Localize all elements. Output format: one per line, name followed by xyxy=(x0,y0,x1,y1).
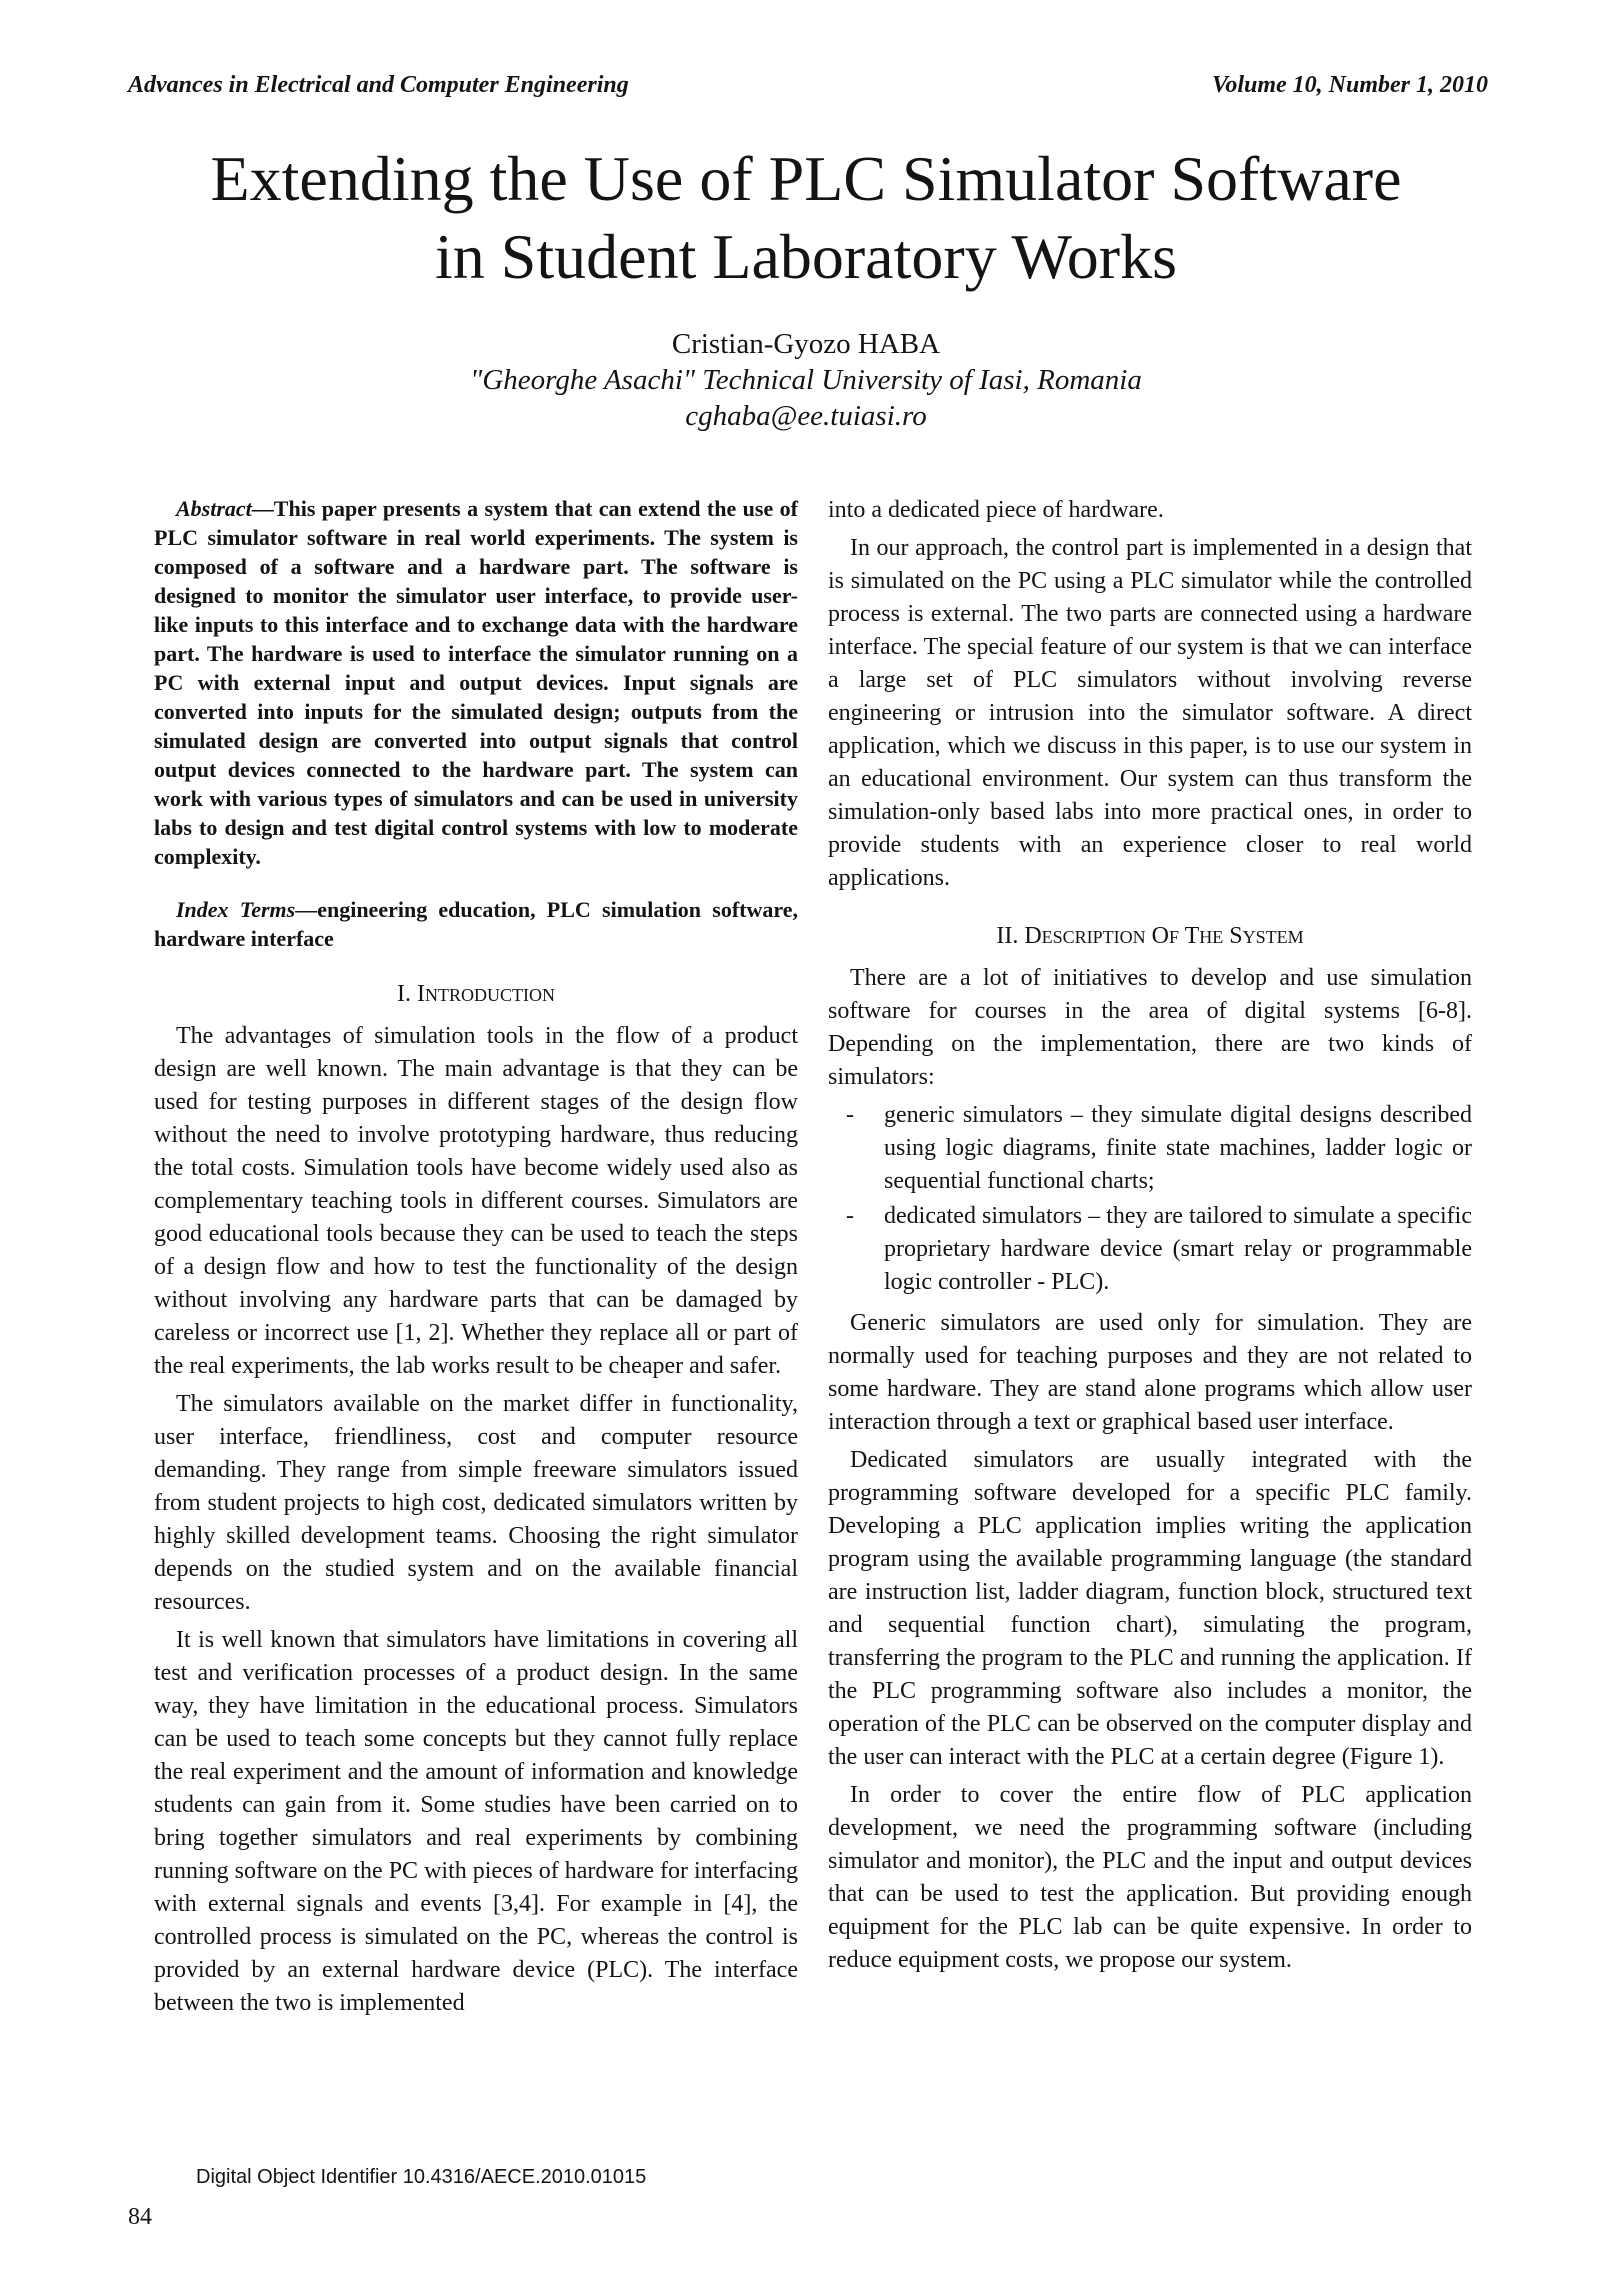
abstract-lead: Abstract xyxy=(176,496,252,521)
index-terms-text: —engineering education, PLC simulation software, hardware interface xyxy=(154,897,798,951)
author-name: Cristian-Gyozo HABA xyxy=(671,328,941,360)
description-intro-paragraph: There are a lot of initiatives to develop and use simulation software for courses in the area of digital systems [6-8]. Depending on the implementation, there are two kinds of simulators: xyxy=(828,965,1472,1090)
author-block xyxy=(120,326,1492,434)
right-column xyxy=(828,494,1472,1982)
list-item xyxy=(828,1200,1472,1299)
left-column xyxy=(154,494,798,2025)
paper-title xyxy=(120,140,1492,296)
intro-paragraph-3: It is well known that simulators have limitations in covering all test and verification processes of a product design. In the same way, they have limitation in the educational process. Simulators can be used to teach some concepts but they cannot fully replace the real experiment and the amount of information and knowledge students can gain from it. Some studies have been carried on to bring together simulators and real experiments by combining running software on the PC with pieces of hardware for interfacing with external signals and events [3,4]. For example in [4], the controlled process is simulated on the PC, whereas the control is provided by an external hardware device (PLC). The interface between the two is implemented xyxy=(154,1627,798,2016)
doi-footer: Digital Object Identifier 10.4316/AECE.2010.01015 xyxy=(196,2166,647,2188)
generic-simulators-paragraph: Generic simulators are used only for simulation. They are normally used for teaching purposes and they are not related to some hardware. They are stand alone programs which allow user interaction through a text or graphical based user interface. xyxy=(828,1310,1472,1435)
list-item xyxy=(828,1099,1472,1198)
list-item-text: dedicated simulators – they are tailored to simulate a specific proprietary hardware device (smart relay or programmable logic controller - PLC). xyxy=(884,1203,1472,1295)
title-line-2: in Student Laboratory Works xyxy=(435,221,1177,292)
intro-paragraph-1: The advantages of simulation tools in the flow of a product design are well known. The main advantage is that they can be used for testing purposes in different stages of the design flow without the need to involve prototyping hardware, thus reducing the total costs. Simulation tools have become widely used also as complementary teaching tools in different courses. Simulators are good educational tools because they can be used to teach the steps of a design flow and how to test the functionality of the design without involving any hardware parts that can be damaged by careless or incorrect use [1, 2]. Whether they replace all or part of the real experiments, the lab works result to be cheaper and safer. xyxy=(154,1023,798,1379)
intro-paragraph-2: The simulators available on the market differ in functionality, user interface, friendliness, cost and computer resource demanding. They range from simple freeware simulators issued from student projects to high cost, dedicated simulators written by highly skilled development teams. Choosing the right simulator depends on the studied system and on the available financial resources. xyxy=(154,1391,798,1615)
dedicated-simulators-paragraph: Dedicated simulators are usually integrated with the programming software developed for a specific PLC family. Developing a PLC application implies writing the application program using the available programming language (the standard are instruction list, ladder diagram, function block, structured text and sequential function chart), simulating the program, transferring the program to the PLC and running the application. If the PLC programming software also includes a monitor, the operation of the PLC can be observed on the computer display and the user can interact with the PLC at a certain degree (Figure 1). xyxy=(828,1447,1472,1770)
section-heading-description: II. DESCRIPTION OF THE SYSTEM xyxy=(996,923,1304,949)
approach-paragraph: In our approach, the control part is implemented in a design that is simulated on the PC using a PLC simulator while the controlled process is external. The two parts are connected using a hardware interface. The special feature of our system is that we can interface a large set of PLC simulators without involving reverse engineering or intrusion into the simulator software. A direct application, which we discuss in this paper, is to use our system in an educational environment. Our system can thus transform the simulation-only based labs into more practical ones, in order to provide students with an experience closer to real world applications. xyxy=(828,535,1472,891)
equipment-cost-paragraph: In order to cover the entire flow of PLC application development, we need the programming software (including simulator and monitor), the PLC and the input and output devices that can be used to test the application. But providing enough equipment for the PLC lab can be quite expensive. In order to reduce equipment costs, we propose our system. xyxy=(828,1782,1472,1973)
volume-info: Volume 10, Number 1, 2010 xyxy=(1211,72,1488,98)
abstract-text: —This paper presents a system that can extend the use of PLC simulator software in real world experiments. The system is composed of a software and a hardware part. The software is designed to monitor the simulator user interface, to provide user-like inputs to this interface and to exchange data with the hardware part. The hardware is used to interface the simulator running on a PC with external input and output devices. Input signals are converted into inputs for the simulated design; outputs from the simulated design are converted into output signals that control output devices connected to the hardware part. The system can work with various types of simulators and can be used in university labs to design and test digital control systems with low to moderate complexity. xyxy=(154,496,798,869)
section-heading-introduction: I. INTRODUCTION xyxy=(397,981,555,1007)
title-line-1: Extending the Use of PLC Simulator Software xyxy=(210,143,1402,214)
simulator-types-list xyxy=(828,1099,1472,1299)
list-dash: - xyxy=(846,1102,854,1128)
abstract xyxy=(154,494,798,871)
continuation-paragraph: into a dedicated piece of hardware. xyxy=(828,497,1164,523)
running-header xyxy=(128,72,1488,99)
journal-name: Advances in Electrical and Computer Engineering xyxy=(128,72,629,98)
list-dash: - xyxy=(846,1203,854,1229)
index-terms xyxy=(154,895,798,953)
page-number: 84 xyxy=(128,2204,152,2230)
author-affiliation: "Gheorghe Asachi" Technical University of Iasi, Romania xyxy=(470,364,1142,396)
list-item-text: generic simulators – they simulate digital designs described using logic diagrams, finite state machines, ladder logic or sequential functional charts; xyxy=(884,1102,1472,1194)
author-email: cghaba@ee.tuiasi.ro xyxy=(685,400,927,432)
index-terms-lead: Index Terms xyxy=(176,897,296,922)
